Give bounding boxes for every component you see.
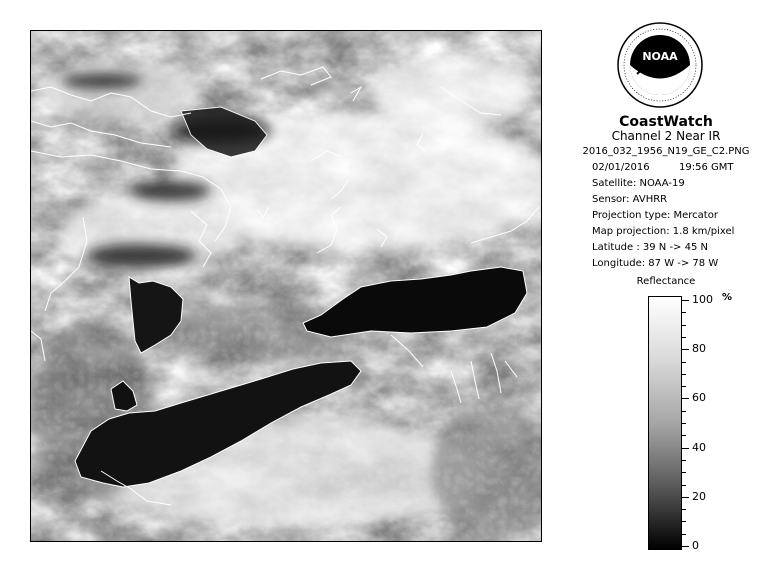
unit-label: % (722, 292, 733, 303)
colorbar-minor-tick (682, 362, 686, 363)
satellite-image (30, 30, 542, 542)
logo-text: NOAA (642, 50, 678, 63)
satellite: Satellite: NOAA-19 (592, 178, 685, 189)
colorbar-tick-label: 0 (692, 539, 699, 552)
colorbar-minor-tick (682, 435, 686, 436)
colorbar-tick (682, 300, 689, 301)
colorbar-minor-tick (682, 460, 686, 461)
colorbar-tick-label: 100 (692, 293, 713, 306)
projection-type: Projection type: Mercator (592, 210, 718, 221)
colorbar-minor-tick (682, 411, 686, 412)
filename: 2016_032_1956_N19_GE_C2.PNG (582, 146, 750, 157)
colorbar-tick (682, 497, 689, 498)
colorbar-tick (682, 448, 689, 449)
colorbar-minor-tick (682, 325, 686, 326)
latitude: Latitude : 39 N -> 45 N (592, 242, 708, 253)
product-title: CoastWatch (619, 114, 713, 130)
colorbar-minor-tick (682, 485, 686, 486)
colorbar-tick-label: 60 (692, 391, 706, 405)
colorbar-minor-tick (682, 509, 686, 510)
colorbar-minor-tick (682, 374, 686, 375)
time: 19:56 GMT (679, 162, 734, 173)
colorbar-minor-tick (682, 423, 686, 424)
colorbar-tick (682, 349, 689, 350)
colorbar-tick-label: 40 (692, 440, 706, 454)
noaa-logo (617, 22, 703, 108)
map-projection: Map projection: 1.8 km/pixel (592, 226, 735, 237)
sensor: Sensor: AVHRR (592, 194, 668, 205)
colorbar-minor-tick (682, 534, 686, 535)
colorbar-minor-tick (682, 472, 686, 473)
colorbar-tick (682, 546, 689, 547)
colorbar-tick (682, 398, 689, 399)
colorbar-minor-tick (682, 521, 686, 522)
legend-label: Reflectance (636, 276, 696, 287)
colorbar-minor-tick (682, 386, 686, 387)
date: 02/01/2016 (592, 162, 650, 173)
colorbar-axis (682, 293, 742, 556)
colorbar-tick-label: 20 (692, 489, 706, 503)
colorbar (648, 296, 682, 550)
colorbar-tick-label: 80 (692, 342, 706, 356)
satellite-image-svg (31, 31, 542, 542)
longitude: Longitude: 87 W -> 78 W (592, 258, 719, 269)
channel-label: Channel 2 Near IR (611, 129, 721, 143)
colorbar-minor-tick (682, 337, 686, 338)
colorbar-minor-tick (682, 312, 686, 313)
